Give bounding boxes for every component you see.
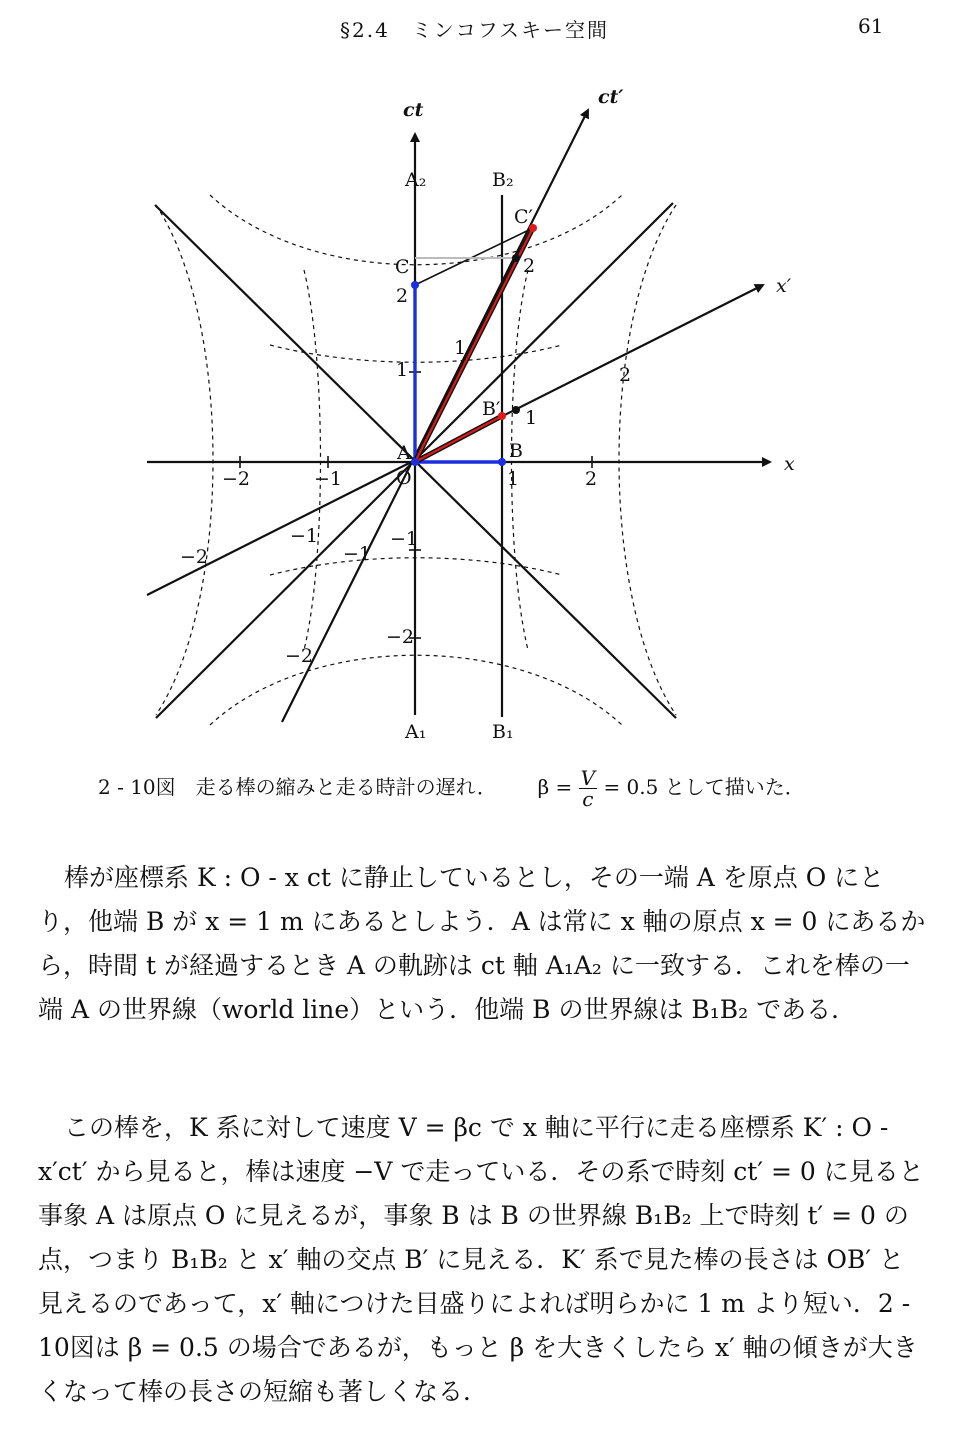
- xprime-tick-label-2: 2: [619, 364, 632, 386]
- paragraph-2-text: この棒を，K 系に対して速度 V = βc で x 軸に平行に走る座標系 K′ : O - x′ct′ から見ると，棒は速度 −V で走っている．その系で時刻 ct′ = 0 に見ると事象 A は原点 O に見えるが，事象 B は B の世界線 B₁B₂ 上で時刻 t′ = 0 の点，つまり B₁B₂ と x′ 軸の交点 B′ に見える．K′ 系で見た棒の長さは OB′ と見えるのであって，x′ 軸につけた目盛りによれば明らかに 1 m より短い．2 - 10図は β = 0.5 の場合であるが，もっと β を大きくしたら x′ 軸の傾きが大きくなって棒の長さの短縮も著しくなる．: [38, 1113, 924, 1406]
- fraction-numerator: V: [580, 766, 596, 790]
- clock-segment-oc-prime: [415, 228, 536, 462]
- label-b1: B₁: [492, 721, 514, 743]
- point-a-marker: [411, 458, 419, 466]
- label-a2: A₂: [405, 169, 427, 191]
- ctprime-tick-label-neg1: −1: [343, 543, 372, 565]
- hyperbola-left-2: [156, 205, 213, 715]
- ct-tick-label-1: 1: [396, 359, 409, 381]
- ct-tick-label-neg2: −2: [386, 626, 415, 648]
- ct-prime-axis-label: ct′: [598, 86, 624, 108]
- ct-tick-label-neg1: −1: [390, 528, 419, 550]
- xprime-tick-label-neg2: −2: [180, 546, 209, 568]
- ctprime-tick-label-neg2: −2: [285, 645, 314, 667]
- x-tick-label-neg1: −1: [314, 468, 343, 490]
- hyperbola-right-2: [619, 205, 676, 715]
- caption-beta-lhs: β =: [537, 775, 573, 799]
- hyperbola-left-1: [304, 270, 321, 650]
- label-point-b: B: [509, 440, 523, 462]
- label-point-c: C: [395, 256, 410, 278]
- label-b2: B₂: [492, 169, 514, 191]
- xprime-tick-1-marker: [512, 406, 520, 414]
- label-a1: A₁: [405, 721, 427, 743]
- x-axis-label: x: [784, 453, 795, 475]
- label-point-b-prime: B′: [482, 398, 501, 420]
- ct-axis-label: ct: [403, 99, 424, 121]
- paragraph-2: [38, 1106, 928, 1414]
- ctprime-tick-label-1: 1: [454, 337, 467, 359]
- point-b-marker: [498, 458, 506, 466]
- point-c-marker: [411, 281, 419, 289]
- fraction-denominator: c: [582, 787, 594, 811]
- paragraph-1-text: 棒が座標系 K : O - x ct に静止しているとし，その一端 A を原点 O にとり，他端 B が x = 1 m にあるとしよう．A は常に x 軸の原点 x = 0 にあるから，時間 t が経過するとき A の軌跡は ct 軸 A₁A₂ に一致する．これを棒の一端 A の世界線（world line）という．他端 B の世界線は B₁B₂ である．: [38, 863, 926, 1024]
- xprime-tick-label-1: 1: [525, 407, 538, 429]
- label-point-a: A: [397, 442, 411, 464]
- label-origin-o: O: [396, 467, 412, 489]
- label-point-c-prime: C′: [514, 206, 533, 228]
- minkowski-diagram: [0, 60, 963, 760]
- x-tick-label-2: 2: [585, 468, 598, 490]
- ctprime-tick-label-2: 2: [523, 255, 536, 277]
- x-prime-axis-label: x′: [776, 275, 792, 297]
- xprime-tick-label-neg1: −1: [290, 525, 319, 547]
- x-tick-label-neg2: −2: [222, 468, 251, 490]
- ctprime-tick-2-marker: [512, 254, 520, 262]
- page-number: 61: [858, 14, 884, 38]
- caption-text: 2 - 10図 走る棒の縮みと走る時計の遅れ．: [98, 775, 497, 799]
- caption-fraction: [579, 768, 597, 809]
- running-header: §2.4 ミンコフスキー空間: [340, 18, 610, 42]
- x-tick-label-1: 1: [507, 468, 520, 490]
- ct-prime-axis: [282, 110, 588, 722]
- figure-caption: [98, 768, 805, 809]
- paragraph-1: [38, 856, 928, 1032]
- caption-beta-rhs: = 0.5 として描いた．: [603, 775, 805, 799]
- ct-tick-label-2: 2: [396, 285, 409, 307]
